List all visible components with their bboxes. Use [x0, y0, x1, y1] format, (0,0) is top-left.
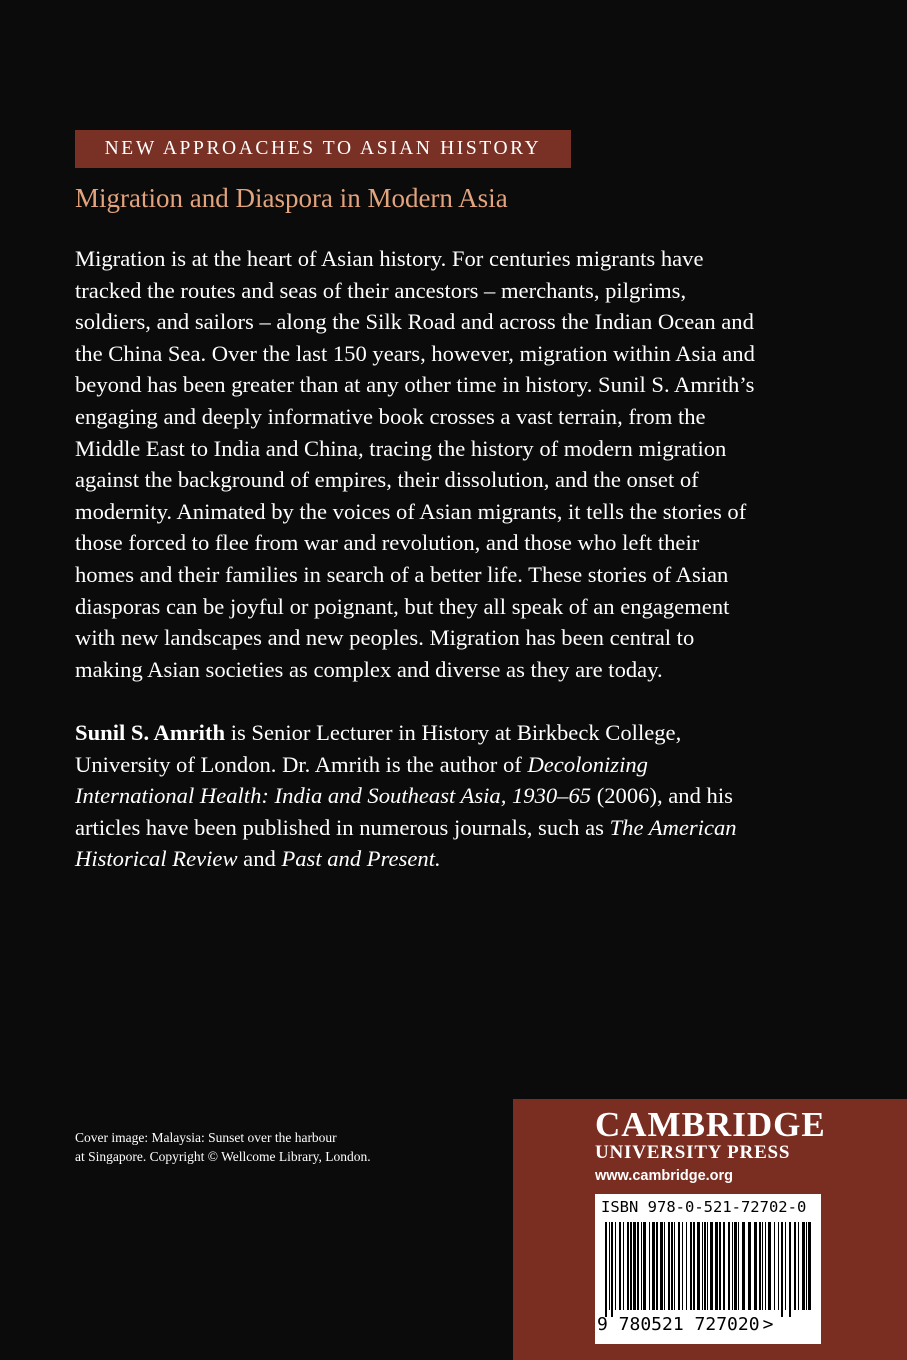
barcode-bar	[774, 1222, 775, 1310]
barcode-bar	[674, 1222, 675, 1310]
bio-text: and	[237, 846, 282, 872]
barcode-bar	[710, 1222, 713, 1310]
barcode-bar	[781, 1222, 783, 1317]
publisher-panel	[513, 1099, 907, 1360]
author-bio	[75, 717, 775, 875]
barcode-bar	[754, 1222, 757, 1310]
barcode-bar	[738, 1222, 739, 1310]
blurb-line: against the background of empires, their dissolution, and the onset of	[75, 467, 699, 493]
barcode-bar	[789, 1222, 791, 1317]
barcode-bar	[649, 1222, 650, 1310]
barcode-bar	[633, 1222, 636, 1310]
barcode-bars	[605, 1222, 811, 1317]
barcode-bar	[778, 1222, 779, 1310]
barcode-bar	[668, 1222, 670, 1310]
blurb-line: tracked the routes and seas of their ancestors – merchants, pilgrims,	[75, 277, 687, 303]
bio-line	[75, 812, 775, 844]
barcode-bar	[765, 1222, 766, 1310]
blurb-line: engaging and deeply informative book crosses a vast terrain, from the	[75, 403, 706, 429]
barcode-bar	[611, 1222, 613, 1317]
publisher-logo-press: UNIVERSITY PRESS	[595, 1142, 791, 1163]
barcode-digits	[597, 1312, 773, 1338]
barcode-number: 9 780521 727020	[597, 1314, 760, 1335]
bio-line	[75, 717, 775, 749]
publisher-url: www.cambridge.org	[595, 1168, 734, 1184]
barcode-bar	[806, 1222, 807, 1310]
series-banner	[75, 130, 571, 168]
bio-line	[75, 780, 775, 812]
barcode-bar	[609, 1222, 610, 1310]
barcode-bar	[802, 1222, 805, 1310]
blurb-line: modernity. Animated by the voices of Asian migrants, it tells the stories of	[75, 498, 747, 524]
publisher-logo-name: CAMBRIDGE	[595, 1105, 826, 1144]
barcode-arrow: >	[762, 1314, 774, 1335]
barcode-bar	[723, 1222, 725, 1310]
barcode-bar	[762, 1222, 763, 1310]
bio-line	[75, 749, 775, 781]
barcode-bar	[719, 1222, 721, 1310]
blurb-line: making Asian societies as complex and diverse as they are today.	[75, 656, 663, 682]
blurb-line: those forced to flee from war and revolution, and those who left their	[75, 530, 700, 556]
barcode-bar	[702, 1222, 703, 1310]
blurb-line: homes and their families in search of a better life. These stories of Asian	[75, 561, 729, 587]
barcode-bar	[697, 1222, 700, 1310]
bio-text: articles have been published in numerous journals, such as	[75, 814, 610, 840]
barcode-bar	[704, 1222, 706, 1310]
bio-line	[75, 843, 775, 875]
author-name: Sunil S. Amrith	[75, 720, 226, 745]
credit-line: Cover image: Malaysia: Sunset over the harbour	[75, 1130, 337, 1145]
blurb-line: Middle East to India and China, tracing the history of modern migration	[75, 435, 727, 461]
barcode-bar	[678, 1222, 680, 1310]
barcode-bar	[656, 1222, 658, 1310]
isbn-barcode	[595, 1194, 821, 1344]
barcode-bar	[630, 1222, 632, 1310]
barcode-bar	[623, 1222, 624, 1310]
barcode-bar	[798, 1222, 799, 1310]
barcode-bar	[794, 1222, 796, 1310]
barcode-bar	[660, 1222, 663, 1310]
barcode-bar	[690, 1222, 692, 1310]
barcode-bar	[732, 1222, 733, 1310]
blurb-line: the China Sea. Over the last 150 years, however, migration within Asia and	[75, 340, 755, 366]
barcode-bar	[643, 1222, 646, 1310]
book-reference: Decolonizing	[527, 751, 648, 777]
credit-line: at Singapore. Copyright © Wellcome Library, London.	[75, 1149, 371, 1164]
book-reference: International Health: India and Southeast Asia, 1930–65	[75, 783, 592, 809]
series-title: NEW APPROACHES TO ASIAN HISTORY	[104, 138, 542, 159]
barcode-bar	[748, 1222, 751, 1310]
blurb-line: beyond has been greater than at any other time in history. Sunil S. Amrith’s	[75, 372, 755, 398]
blurb-line: diasporas can be joyful or poignant, but they all speak of an engagement	[75, 593, 730, 619]
barcode-bar	[808, 1222, 811, 1310]
barcode-bar	[759, 1222, 761, 1310]
barcode-bar	[742, 1222, 745, 1310]
barcode-bar	[671, 1222, 673, 1310]
bio-text: (2006), and his	[591, 783, 733, 809]
barcode-bar	[664, 1222, 665, 1310]
barcode-bar	[605, 1222, 607, 1317]
barcode-bar	[785, 1222, 786, 1310]
isbn-label: ISBN 978-0-521-72702-0	[601, 1198, 807, 1216]
blurb	[75, 243, 775, 685]
book-title: Migration and Diaspora in Modern Asia	[75, 183, 508, 213]
bio-text: University of London. Dr. Amrith is the author of	[75, 751, 528, 777]
blurb-line: soldiers, and sailors – along the Silk Road and across the Indian Ocean and	[75, 309, 754, 335]
barcode-bar	[728, 1222, 730, 1310]
blurb-line: with new landscapes and new peoples. Migration has been central to	[75, 625, 695, 651]
journal-reference: The American	[609, 814, 737, 840]
barcode-bar	[686, 1222, 687, 1310]
barcode-bar	[619, 1222, 621, 1310]
bio-text: is Senior Lecturer in History at Birkbeck College,	[225, 720, 682, 745]
barcode-bar	[637, 1222, 639, 1310]
journal-reference: Past and Present.	[281, 846, 441, 872]
barcode-bar	[615, 1222, 616, 1310]
journal-reference: Historical Review	[75, 846, 238, 872]
barcode-bar	[682, 1222, 683, 1310]
barcode-bar	[734, 1222, 737, 1310]
barcode-bar	[627, 1222, 629, 1310]
cover-credit	[75, 1128, 371, 1166]
barcode-bar	[652, 1222, 655, 1310]
barcode-bar	[641, 1222, 642, 1310]
barcode-bar	[715, 1222, 718, 1310]
barcode-bar	[768, 1222, 771, 1310]
barcode-bar	[707, 1222, 708, 1310]
barcode-bar	[693, 1222, 695, 1310]
blurb-line: Migration is at the heart of Asian history. For centuries migrants have	[75, 246, 704, 271]
